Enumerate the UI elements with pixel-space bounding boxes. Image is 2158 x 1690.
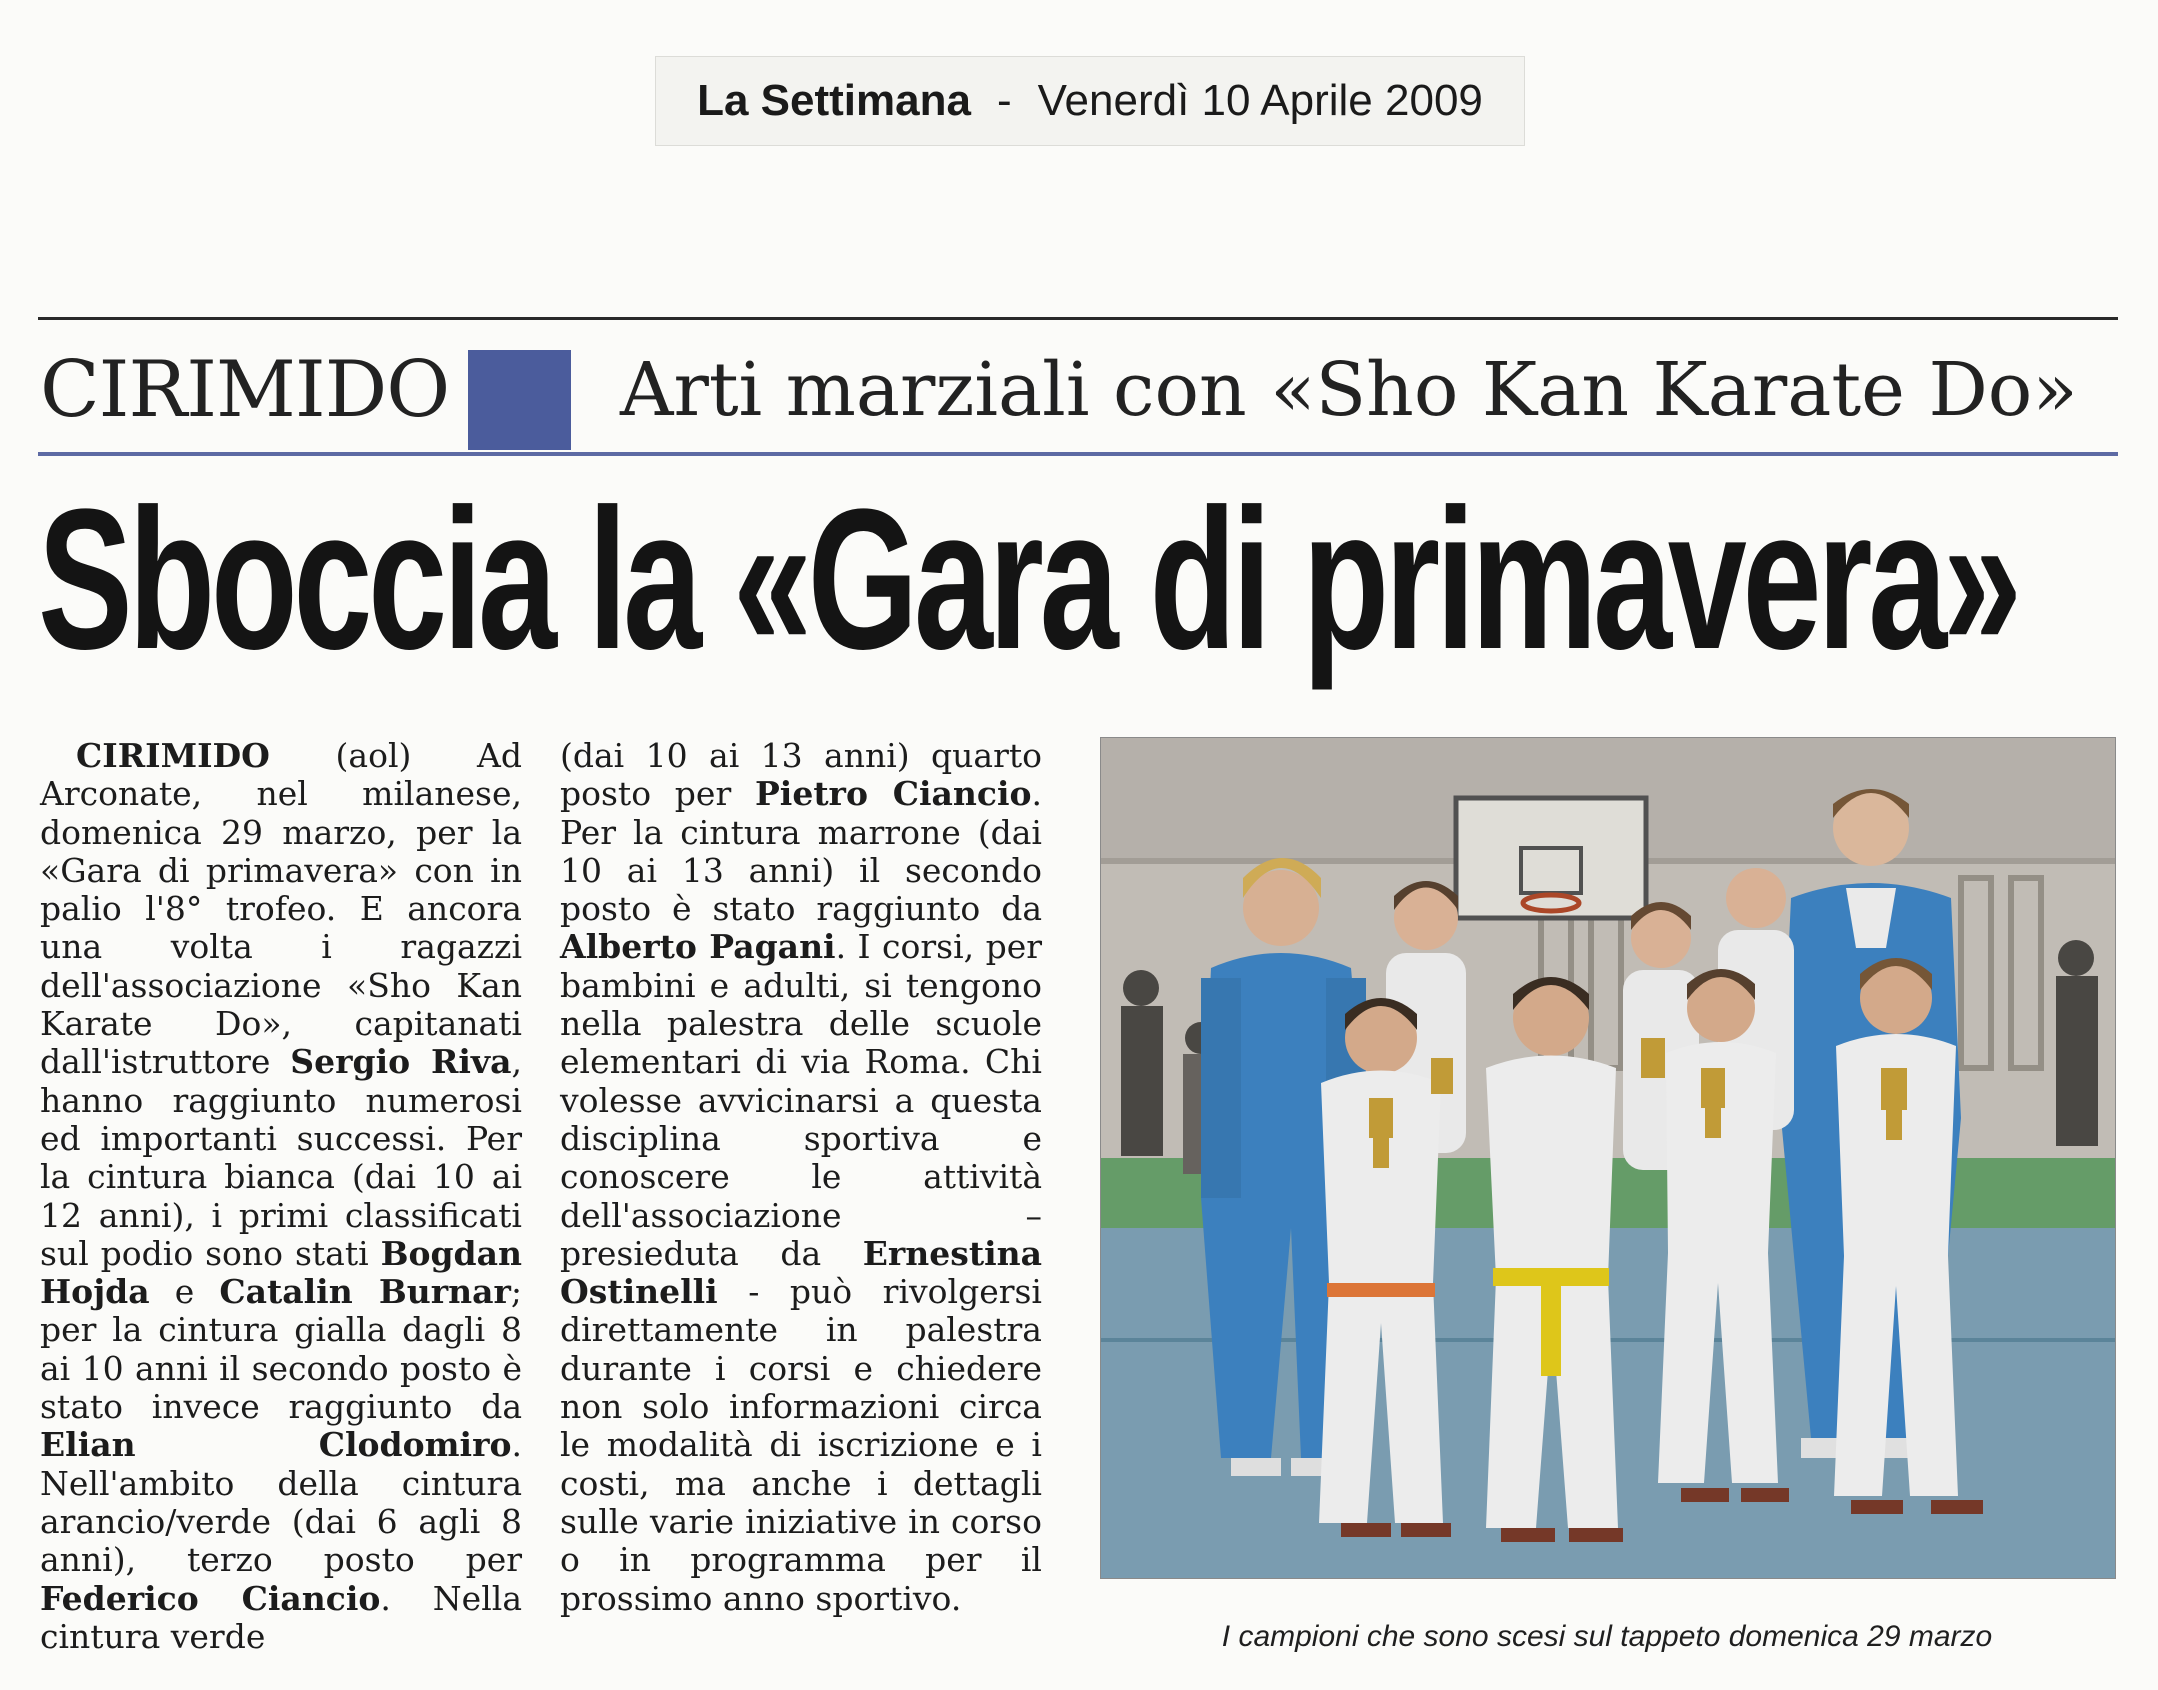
article-text: - può rivolgersi direttamente in palestra durante i corsi e chiedere non solo informazioni circa le modalità di iscrizione e i costi, ma anche i dettagli sulle varie iniziative in corso o in programma per il prossimo anno sportivo. [560,1272,1042,1618]
article-text: . Nella cintura verde [40,1578,522,1656]
photo-caption: I campioni che sono scesi sul tappeto domenica 29 marzo [1221,1620,1993,1653]
kicker-rule [38,452,2118,456]
article-text: . Nell'ambito della cintura arancio/verde (dai 6 agli 8 anni), terzo posto per [40,1425,522,1580]
article-text: . Per la cintura marrone (dai 10 ai 13 anni) il secondo posto è stato raggiunto da [560,774,1043,929]
masthead [655,56,1525,146]
article-text: ; per la cintura gialla dagli 8 ai 10 anni il secondo posto è stato invece raggiunto da [40,1272,522,1427]
article-text: (aol) Ad Arconate, nel milanese, domenica 29 marzo, per la «Gara di primavera» con in palio l'8° trofeo. E ancora una volta i ragazzi dell'associazione «Sho Kan Karate Do», capitanati dall'istruttore [40,736,522,1082]
article-column-2 [560,737,1042,1618]
article-text: , hanno raggiunto numerosi ed importanti successi. Per la cintura bianca (dai 10 ai 12 anni), i primi classificati sul podio sono stati [40,1042,522,1273]
kicker-place: CIRIMIDO [40,345,450,435]
person-name: Bogdan Hojda [40,1233,522,1312]
person-name: Ernestina Ostinelli [560,1233,1042,1312]
team-photo-illustration [1101,738,2115,1578]
kicker-title: Arti marziali con «Sho Kan Karate Do» [620,347,2078,433]
person-name: Pietro Ciancio [754,774,1032,814]
newspaper-name: La Settimana [697,76,971,125]
article-text: (dai 10 ai 13 anni) quarto posto per [560,736,1042,814]
masthead-separator: - [996,76,1012,125]
top-rule [38,317,2118,320]
article-text: e [149,1272,220,1312]
person-name: Sergio Riva [290,1042,512,1082]
headline: Sboccia la «Gara di primavera» [38,468,2018,691]
person-name: Elian Clodomiro [40,1425,512,1465]
dateline: CIRIMIDO [76,736,270,775]
person-name: Catalin Burnar [219,1272,511,1312]
publication-date: Venerdì 10 Aprile 2009 [1037,76,1483,125]
article-text: . I corsi, per bambini e adulti, si tengono nella palestra delle scuole elementari di via Roma. Chi volesse avvicinarsi a questa disciplina sportiva e conoscere le attività dell'associazione – presieduta da [560,927,1042,1273]
person-name: Federico Ciancio [40,1578,381,1618]
team-photo [1100,737,2116,1579]
article-column-1 [40,737,522,1656]
kicker-square [468,350,571,450]
person-name: Alberto Pagani [560,927,836,967]
